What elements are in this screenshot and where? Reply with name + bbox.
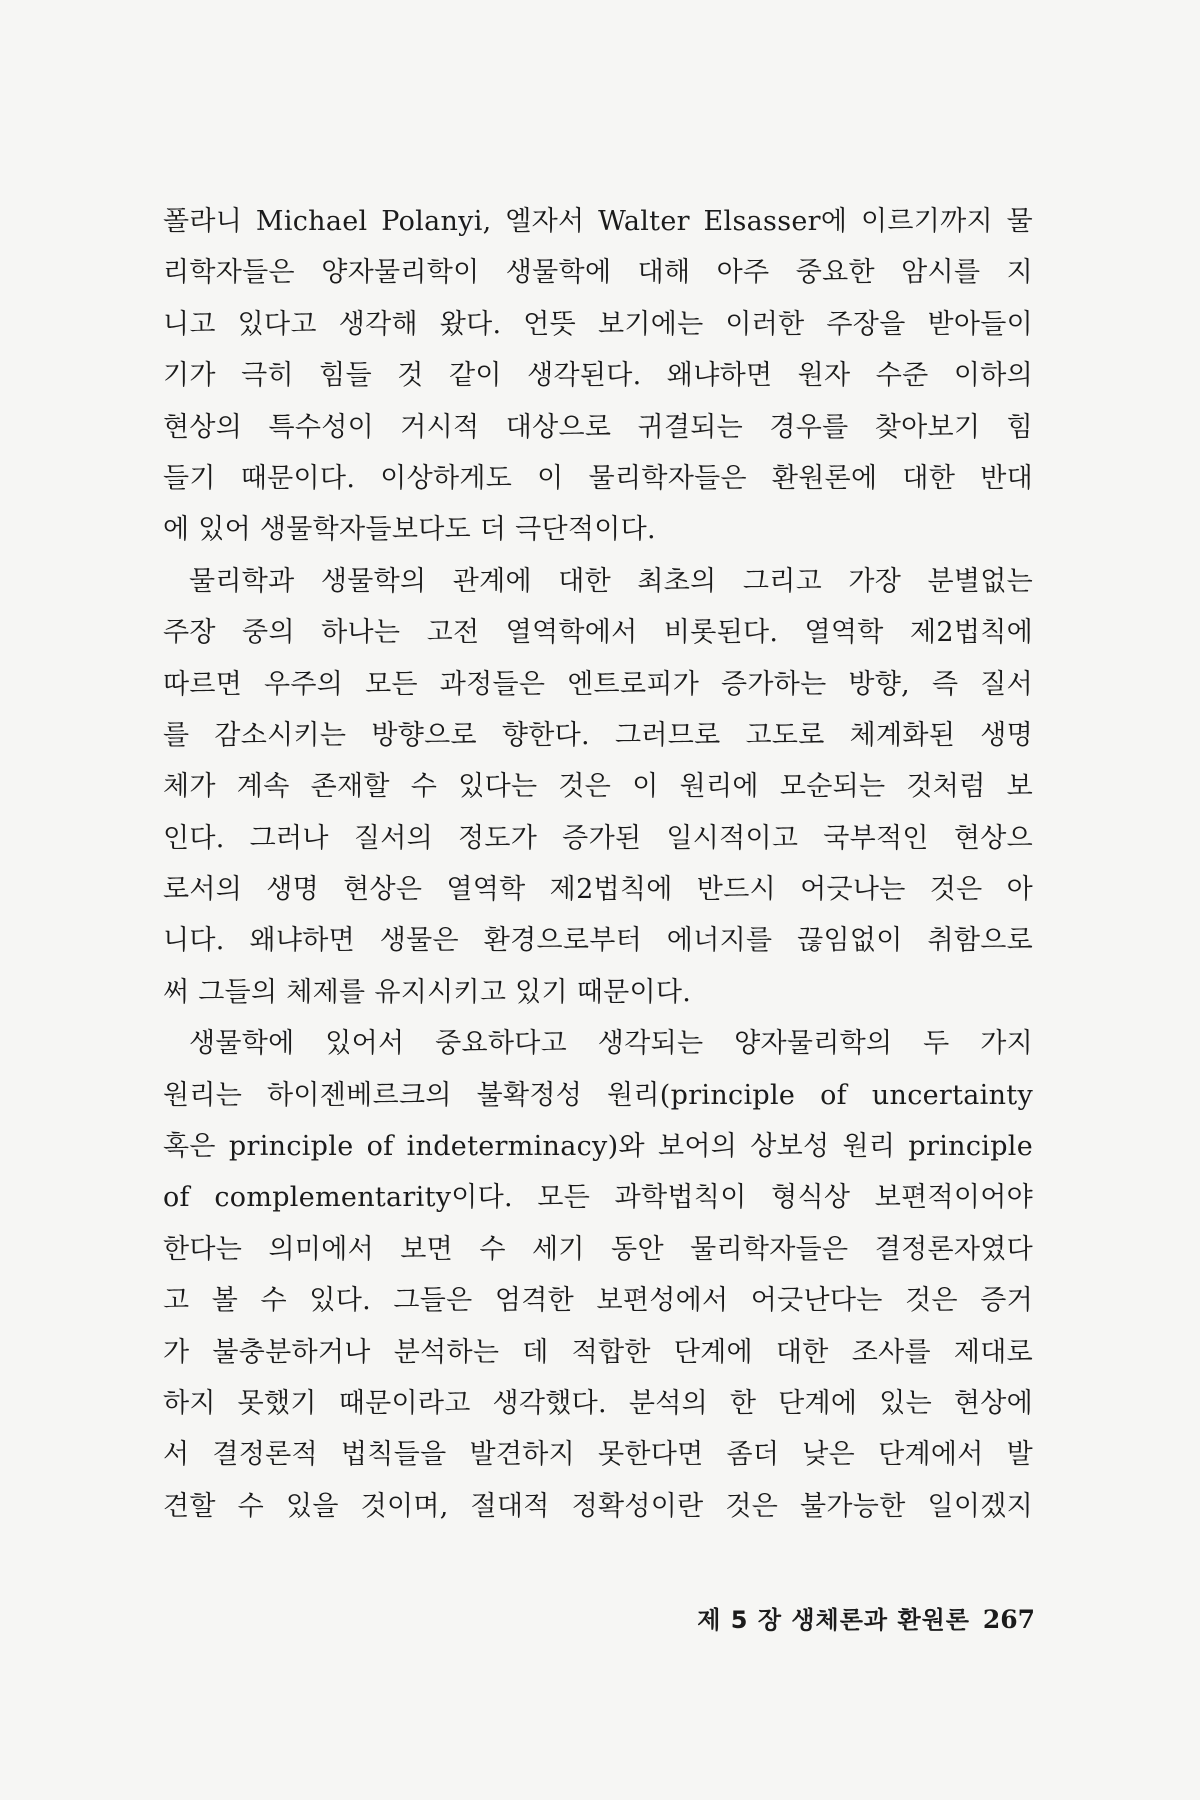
text-line: 들기 때문이다. 이상하게도 이 물리학자들은 환원론에 대한 반대 <box>163 462 1033 494</box>
page-number: 267 <box>982 1605 1035 1634</box>
text-line: 기가 극히 힘들 것 같이 생각된다. 왜냐하면 원자 수준 이하의 <box>163 360 1033 392</box>
text-line: 현상의 특수성이 거시적 대상으로 귀결되는 경우를 찾아보기 힘 <box>163 411 1033 443</box>
text-line: 를 감소시키는 방향으로 향한다. 그러므로 고도로 체계화된 생명 <box>163 719 1033 751</box>
text-line: 원리는 하이젠베르크의 불확정성 원리(principle of uncertainty <box>163 1079 1033 1111</box>
text-line: 가 불충분하거나 분석하는 데 적합한 단계에 대한 조사를 제대로 <box>163 1336 1033 1368</box>
text-line: 따르면 우주의 모든 과정들은 엔트로피가 증가하는 방향, 즉 질서 <box>163 668 1033 700</box>
text-line: 리학자들은 양자물리학이 생물학에 대해 아주 중요한 암시를 지 <box>163 257 1033 289</box>
text-line: 고 볼 수 있다. 그들은 엄격한 보편성에서 어긋난다는 것은 증거 <box>163 1285 1033 1317</box>
text-line: 물리학과 생물학의 관계에 대한 최초의 그리고 가장 분별없는 <box>189 565 1033 597</box>
text-line: 니다. 왜냐하면 생물은 환경으로부터 에너지를 끊임없이 취함으로 <box>163 925 1033 957</box>
text-line: 생물학에 있어서 중요하다고 생각되는 양자물리학의 두 가지 <box>189 1028 1033 1060</box>
text-line: 인다. 그러나 질서의 정도가 증가된 일시적이고 국부적인 현상으 <box>163 822 1033 854</box>
text-line: 혹은 principle of indeterminacy)와 보어의 상보성 원리 principle <box>163 1131 1033 1163</box>
body-text <box>163 196 1033 1532</box>
text-line: 로서의 생명 현상은 열역학 제2법칙에 반드시 어긋나는 것은 아 <box>163 874 1033 906</box>
running-head: 제 5 장 생체론과 환원론 <box>697 1606 970 1634</box>
text-line: 서 결정론적 법칙들을 발견하지 못한다면 좀더 낮은 단계에서 발 <box>163 1439 1033 1471</box>
text-line: of complementarity이다. 모든 과학법칙이 형식상 보편적이어야 <box>163 1182 1033 1214</box>
text-line: 폴라니 Michael Polanyi, 엘자서 Walter Elsasser에 이르기까지 물 <box>163 206 1033 237</box>
text-line: 체가 계속 존재할 수 있다는 것은 이 원리에 모순되는 것처럼 보 <box>163 771 1033 803</box>
text-line: 한다는 의미에서 보면 수 세기 동안 물리학자들은 결정론자였다 <box>163 1233 1033 1265</box>
text-line: 에 있어 생물학자들보다도 더 극단적이다. <box>163 514 656 546</box>
text-line: 써 그들의 체제를 유지시키고 있기 때문이다. <box>163 976 692 1008</box>
text-line: 주장 중의 하나는 고전 열역학에서 비롯된다. 열역학 제2법칙에 <box>163 617 1033 649</box>
text-line: 니고 있다고 생각해 왔다. 언뜻 보기에는 이러한 주장을 받아들이 <box>163 308 1033 340</box>
text-line: 견할 수 있을 것이며, 절대적 정확성이란 것은 불가능한 일이겠지 <box>163 1490 1033 1522</box>
text-line: 하지 못했기 때문이라고 생각했다. 분석의 한 단계에 있는 현상에 <box>163 1387 1033 1419</box>
page-footer <box>0 1600 1200 1640</box>
